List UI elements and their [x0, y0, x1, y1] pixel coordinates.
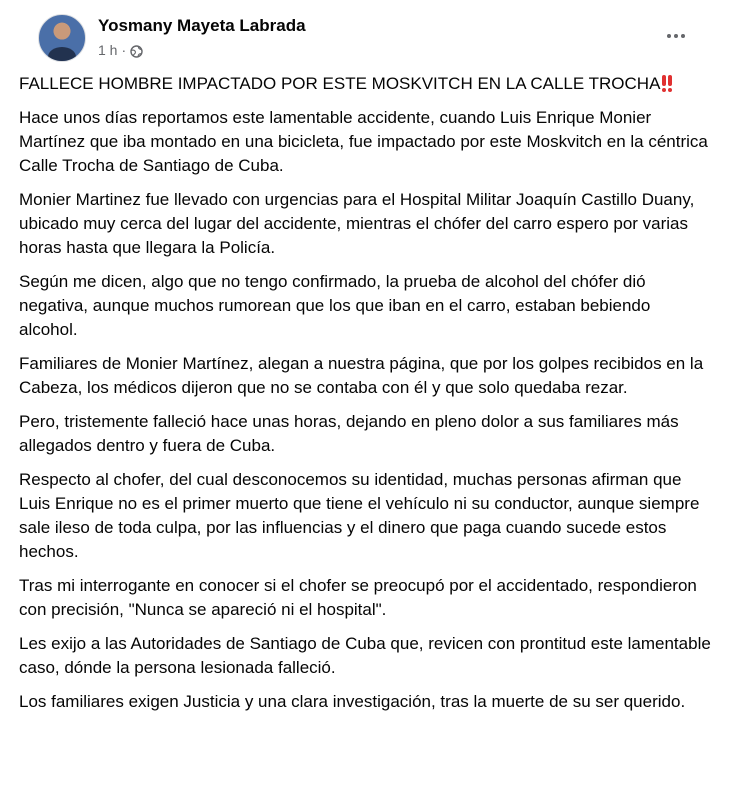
post-paragraph: Pero, tristemente falleció hace unas horas, dejando en pleno dolor a sus familiares más allegados dentro y fuera de Cuba.: [19, 412, 679, 455]
meta-separator: ·: [121, 42, 127, 58]
author-name[interactable]: Yosmany Mayeta Labrada: [98, 16, 306, 35]
author-avatar[interactable]: [38, 14, 86, 62]
post-paragraph: Hace unos días reportamos este lamentable accidente, cuando Luis Enrique Monier Martínez que iba montado en una bicicleta, fue impactado por este Moskvitch en la céntrica Calle Trocha de Santiago de Cuba.: [19, 108, 708, 175]
globe-icon: [130, 44, 143, 57]
post-paragraph: Respecto al chofer, del cual desconocemos su identidad, muchas personas afirman que Luis Enrique no es el primer muerto que tiene el vehículo ni su conductor, aunque siempre sale ileso de toda culpa, por las influencias y el dinero que paga cuando sucede estos hechos.: [19, 470, 700, 561]
more-options-icon: [667, 34, 671, 38]
exclamation-mark: [661, 75, 666, 92]
more-options-icon-dot: [681, 34, 685, 38]
more-options-icon-dot: [674, 34, 678, 38]
post-paragraph: Les exijo a las Autoridades de Santiago de Cuba que, revicen con prontitud este lamentable caso, dónde la persona lesionada falleció.: [19, 634, 711, 677]
post-headline-line: [19, 72, 711, 96]
double-exclamation-icon: [661, 75, 673, 93]
post-body: [19, 72, 711, 714]
post-headline: FALLECE HOMBRE IMPACTADO POR ESTE MOSKVITCH EN LA CALLE TROCHA: [19, 74, 661, 93]
post-timestamp[interactable]: 1 h: [98, 42, 118, 58]
post-paragraph: Monier Martinez fue llevado con urgencias para el Hospital Militar Joaquín Castillo Duany, ubicado muy cerca del lugar del accidente, mientras el chófer del carro espero por varias horas hasta que llegara la Policía.: [19, 190, 695, 257]
post-header: [19, 0, 711, 72]
more-options-button[interactable]: [658, 22, 694, 50]
post-paragraph: Los familiares exigen Justicia y una clara investigación, tras la muerte de su ser querido.: [19, 692, 686, 711]
post-meta: [98, 41, 143, 59]
post-paragraph: Familiares de Monier Martínez, alegan a nuestra página, que por los golpes recibidos en la Cabeza, los médicos dijeron que no se contaba con él y que solo quedaba rezar.: [19, 354, 704, 397]
post-paragraph: Según me dicen, algo que no tengo confirmado, la prueba de alcohol del chófer dió negativa, aunque muchos rumorean que los que iban en el carro, estaban bebiendo alcohol.: [19, 272, 651, 339]
post-paragraph: Tras mi interrogante en conocer si el chofer se preocupó por el accidentado, respondieron con precisión, "Nunca se apareció ni el hospital".: [19, 576, 697, 619]
exclamation-mark: [667, 75, 672, 92]
